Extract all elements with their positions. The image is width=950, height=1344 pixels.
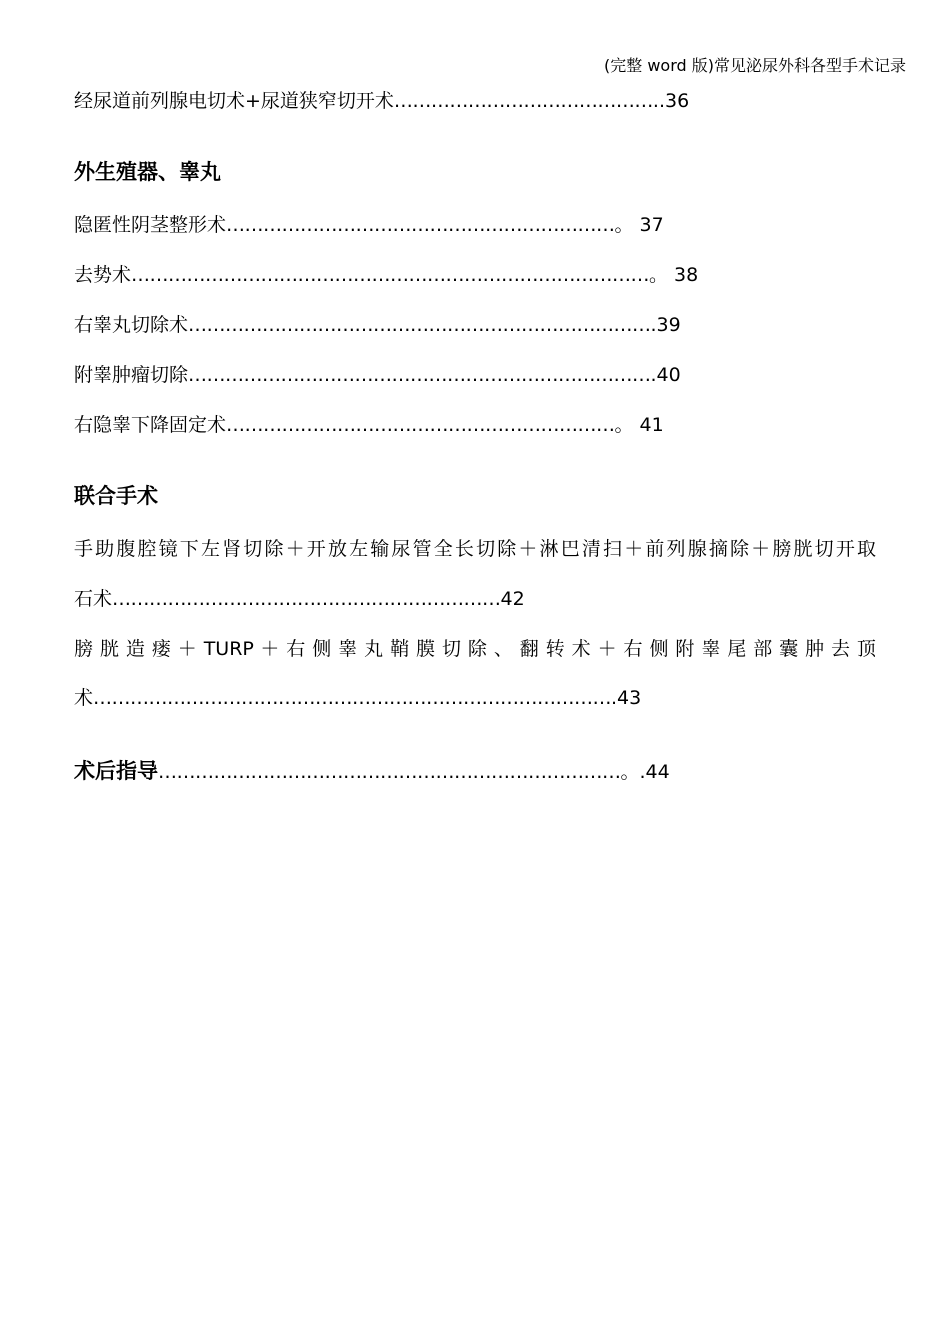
toc-page-number: .43 <box>611 687 642 709</box>
section-heading-genital: 外生殖器、睾丸 <box>74 160 221 184</box>
toc-entry-label: 术 <box>74 687 94 709</box>
toc-page-number: 。 37 <box>614 214 664 236</box>
toc-entry <box>74 412 664 438</box>
toc-entry <box>74 586 525 612</box>
toc-leader-dots: ……………………………………………………… <box>226 214 615 236</box>
toc-entry-label: 经尿道前列腺电切术+尿道狭窄切开术 <box>74 90 394 112</box>
toc-entry-label: 附睾肿瘤切除 <box>74 364 189 386</box>
toc-leader-dots: ………………………………………………………………… <box>158 761 621 783</box>
toc-page-number: 。.44 <box>620 761 670 783</box>
toc-entry-label: 右隐睾下降固定术 <box>74 414 227 436</box>
toc-entry <box>74 685 641 711</box>
toc-entry <box>74 362 681 388</box>
toc-leader-dots: ………………………………………………………………… <box>188 364 651 386</box>
toc-entry <box>74 312 681 338</box>
section-heading-combined: 联合手术 <box>74 484 158 508</box>
toc-page-number: 。 41 <box>614 414 664 436</box>
toc-leader-dots: ………………………………………………………………… <box>188 314 651 336</box>
toc-leader-dots: ………………………………………………………………………… <box>93 687 612 709</box>
toc-page-number: .40 <box>650 364 681 386</box>
toc-page-number: .39 <box>650 314 681 336</box>
toc-page-number: ..36 <box>652 90 690 112</box>
toc-entry-label: 右睾丸切除术 <box>74 314 189 336</box>
toc-entry <box>74 212 664 238</box>
toc-entry <box>74 262 698 288</box>
toc-leader-dots: ……………………………………………………… <box>226 414 615 436</box>
toc-page-number: 42 <box>500 588 525 610</box>
toc-leader-dots: …………………………………… <box>393 90 653 112</box>
toc-leader-dots: ………………………………………………………………………… <box>131 264 650 286</box>
section-heading-post-op: 术后指导 <box>74 759 158 783</box>
toc-entry-label: 石术 <box>74 588 113 610</box>
toc-entry-label: 去势术 <box>74 264 132 286</box>
toc-entry-turp <box>74 88 689 114</box>
toc-entry-post-op <box>74 758 670 785</box>
toc-entry-label: 隐匿性阴茎整形术 <box>74 214 227 236</box>
toc-leader-dots: ……………………………………………………… <box>112 588 501 610</box>
toc-entry-line: 膀 胱 造 瘘 ＋ TURP ＋ 右 侧 睾 丸 鞘 膜 切 除 、 翻 转 术 ＋ 右 侧 附 睾 尾 部 囊 肿 去 顶 <box>74 638 876 660</box>
document-header: (完整 word 版)常见泌尿外科各型手术记录 <box>604 56 906 75</box>
toc-page-number: 。 38 <box>649 264 699 286</box>
toc-entry-line: 手助腹腔镜下左肾切除＋开放左输尿管全长切除＋淋巴清扫＋前列腺摘除＋膀胱切开取 <box>74 538 876 560</box>
